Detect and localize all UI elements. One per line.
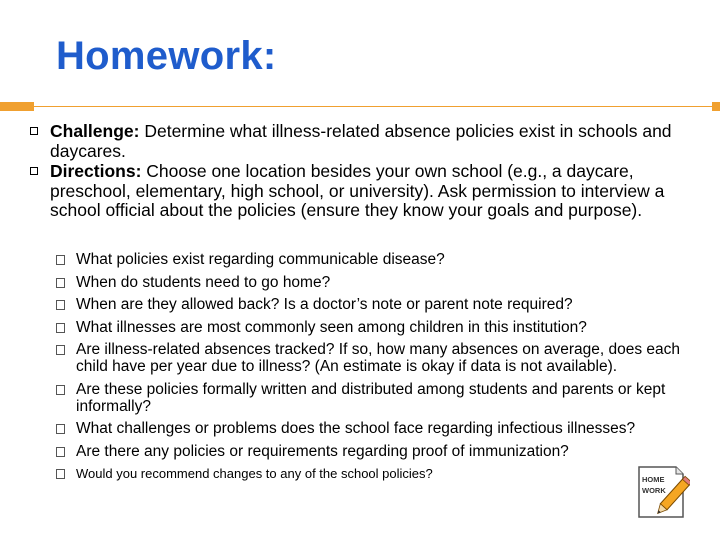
directions-lead: Directions: (50, 161, 142, 181)
question-item: What illnesses are most commonly seen among children in this institution? (56, 319, 682, 336)
box-bullet-icon (56, 255, 65, 265)
box-bullet-icon (56, 424, 65, 434)
directions-item (30, 162, 690, 221)
square-bullet-icon (30, 167, 38, 175)
directions-text: Choose one location besides your own school (e.g., a daycare, preschool, elementary, high school, or university). Ask permission to interview a school official about the policies (ensure they know your goals and purpose). (50, 161, 665, 220)
square-bullet-icon (30, 127, 38, 135)
box-bullet-icon (56, 385, 65, 395)
box-bullet-icon (56, 447, 65, 457)
slide-title: Homework: (56, 34, 277, 78)
box-bullet-icon (56, 300, 65, 310)
icon-label-work: WORK (642, 486, 666, 495)
question-list (56, 251, 682, 488)
box-bullet-icon (56, 469, 65, 479)
challenge-text: Determine what illness-related absence policies exist in schools and daycares. (50, 121, 672, 161)
question-item: When are they allowed back? Is a doctor’s note or parent note required? (56, 296, 682, 313)
question-item: Are illness-related absences tracked? If so, how many absences on average, does each child have per year due to illness? (An estimate is okay if data is not available). (56, 341, 682, 375)
question-item: Are these policies formally written and distributed among students and parents or kept informally? (56, 381, 682, 415)
question-item-last: Would you recommend changes to any of the school policies? (56, 465, 682, 482)
homework-pencil-icon (636, 465, 690, 523)
challenge-item (30, 122, 690, 161)
box-bullet-icon (56, 345, 65, 355)
question-item: What policies exist regarding communicable disease? (56, 251, 682, 268)
accent-bar-right (712, 102, 720, 111)
main-bullet-list (30, 122, 690, 222)
question-item: What challenges or problems does the school face regarding infectious illnesses? (56, 420, 682, 437)
accent-bar-left (0, 102, 34, 111)
box-bullet-icon (56, 323, 65, 333)
box-bullet-icon (56, 278, 65, 288)
divider-line (34, 106, 712, 107)
icon-label-home: HOME (642, 475, 665, 484)
challenge-lead: Challenge: (50, 121, 140, 141)
question-item: Are there any policies or requirements regarding proof of immunization? (56, 443, 682, 460)
question-item: When do students need to go home? (56, 274, 682, 291)
